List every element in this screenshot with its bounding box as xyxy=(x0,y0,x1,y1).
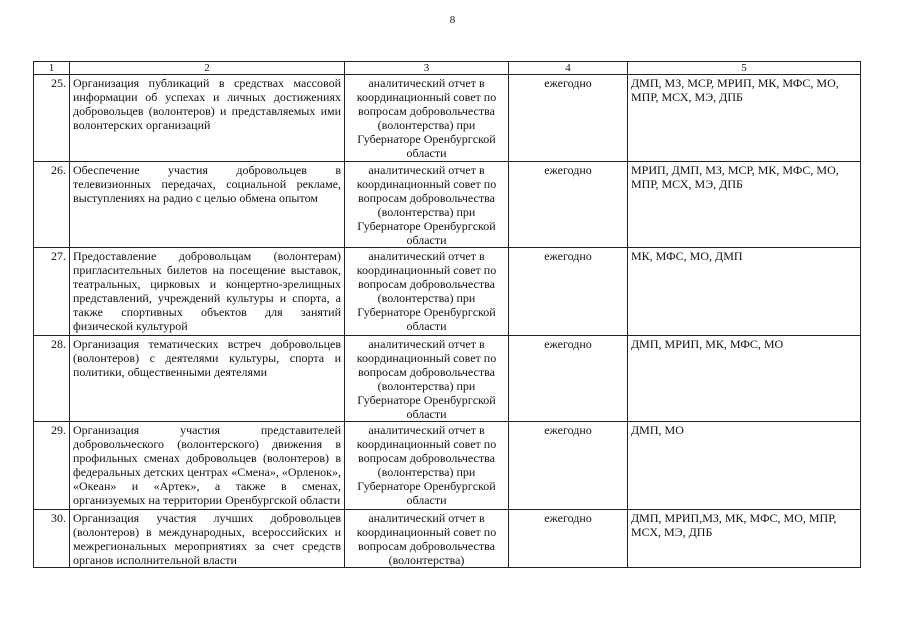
deadline: ежегодно xyxy=(509,336,628,422)
column-header: 2 xyxy=(70,62,345,75)
row-number: 29. xyxy=(34,422,70,510)
completion-form: аналитический отчет в координационный совет по вопросам добровольчества (волонтерства) при Губернаторе Оренбургской области xyxy=(345,336,509,422)
table-header-row xyxy=(34,62,861,75)
event-name: Обеспечение участия добровольцев в телевизионных передачах, социальной рекламе, выступлениях на радио с целью обмена опытом xyxy=(70,162,345,248)
row-number: 30. xyxy=(34,510,70,568)
executors: ДМП, МО xyxy=(628,422,861,510)
row-number: 27. xyxy=(34,248,70,336)
row-number: 28. xyxy=(34,336,70,422)
executors: ДМП, МРИП,МЗ, МК, МФС, МО, МПР, МСХ, МЭ, ДПБ xyxy=(628,510,861,568)
completion-form: аналитический отчет в координационный совет по вопросам добровольчества (волонтерства) при Губернаторе Оренбургской области xyxy=(345,422,509,510)
column-header: 1 xyxy=(34,62,70,75)
activity-plan-table xyxy=(33,61,861,568)
table-row xyxy=(34,336,861,422)
column-header: 3 xyxy=(345,62,509,75)
event-name: Организация публикаций в средствах массовой информации об успехах и личных достижениях добровольцев (волонтеров) и представляемых ими волонтерских организаций xyxy=(70,75,345,162)
row-number: 26. xyxy=(34,162,70,248)
completion-form: аналитический отчет в координационный совет по вопросам добровольчества (волонтерства) при Губернаторе Оренбургской области xyxy=(345,248,509,336)
page-number: 8 xyxy=(449,14,456,26)
column-header: 5 xyxy=(628,62,861,75)
deadline: ежегодно xyxy=(509,162,628,248)
executors: ДМП, МЗ, МСР, МРИП, МК, МФС, МО, МПР, МСХ, МЭ, ДПБ xyxy=(628,75,861,162)
column-header: 4 xyxy=(509,62,628,75)
deadline: ежегодно xyxy=(509,510,628,568)
completion-form: аналитический отчет в координационный совет по вопросам добровольчества (волонтерства) xyxy=(345,510,509,568)
executors: МК, МФС, МО, ДМП xyxy=(628,248,861,336)
table-row xyxy=(34,75,861,162)
event-name: Предоставление добровольцам (волонтерам) пригласительных билетов на посещение выставок, театральных, цирковых и концертно-зрелищных представлений, учреждений культуры и спорта, а также спортивных объектов для занятий физической культурой xyxy=(70,248,345,336)
deadline: ежегодно xyxy=(509,75,628,162)
event-name: Организация участия представителей добровольческого (волонтерского) движения в профильных сменах добровольцев (волонтеров) в федеральных детских центрах «Смена», «Орленок», «Океан» и «Артек», а также в сменах, организуемых на территории Оренбургской области xyxy=(70,422,345,510)
completion-form: аналитический отчет в координационный совет по вопросам добровольчества (волонтерства) при Губернаторе Оренбургской области xyxy=(345,162,509,248)
table-row xyxy=(34,248,861,336)
table-row xyxy=(34,422,861,510)
table-row xyxy=(34,510,861,568)
executors: ДМП, МРИП, МК, МФС, МО xyxy=(628,336,861,422)
row-number: 25. xyxy=(34,75,70,162)
deadline: ежегодно xyxy=(509,422,628,510)
deadline: ежегодно xyxy=(509,248,628,336)
table-row xyxy=(34,162,861,248)
event-name: Организация участия лучших добровольцев (волонтеров) в международных, всероссийских и межрегиональных мероприятиях за счет средств органов исполнительной власти xyxy=(70,510,345,568)
completion-form: аналитический отчет в координационный совет по вопросам добровольчества (волонтерства) при Губернаторе Оренбургской области xyxy=(345,75,509,162)
event-name: Организация тематических встреч добровольцев (волонтеров) с деятелями культуры, спорта и политики, общественными деятелями xyxy=(70,336,345,422)
executors: МРИП, ДМП, МЗ, МСР, МК, МФС, МО, МПР, МСХ, МЭ, ДПБ xyxy=(628,162,861,248)
